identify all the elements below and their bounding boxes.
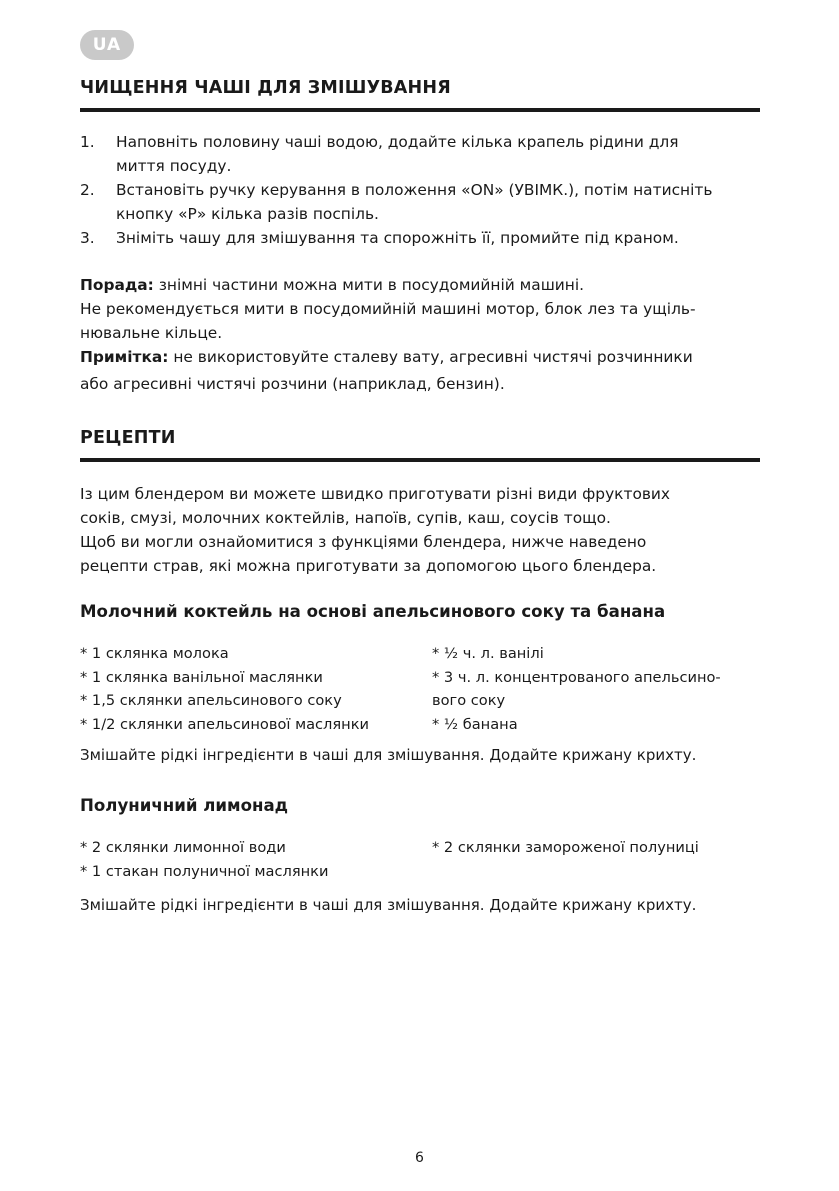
list-item: * 1 склянка ванільної маслянки bbox=[80, 668, 323, 686]
step-number: 2. bbox=[80, 181, 95, 199]
list-item: * 3 ч. л. концентрованого апельсино- bbox=[432, 668, 721, 686]
recipes-section-title: РЕЦЕПТИ bbox=[80, 428, 176, 448]
tip-label: Порада: bbox=[80, 276, 154, 294]
language-badge: UA bbox=[80, 30, 134, 60]
recipes-intro: Із цим блендером ви можете швидко приготувати різні види фруктових соків, смузі, молочних коктейлів, напоїв, супів, каш, соусів тощо. Щоб ви могли ознайомитися з функціями блендера, нижче наведено рецепти страв, які можна приготувати за допомогою цього блендера. bbox=[80, 485, 671, 575]
step-text: Наповніть половину чаші водою, додайте кілька крапель рідини для миття посуду. bbox=[116, 133, 679, 175]
recipe-instruction: Змішайте рідкі інгредієнти в чаші для змішування. Додайте крижану крихту. bbox=[80, 746, 697, 764]
recipe-title-milkshake: Молочний коктейль на основі апельсинового соку та банана bbox=[80, 602, 666, 621]
list-item: * 2 склянки замороженої полуниці bbox=[432, 839, 699, 856]
list-item: вого соку bbox=[432, 692, 506, 709]
list-item bbox=[80, 178, 760, 226]
list-item bbox=[80, 130, 760, 178]
ingredients-lemonade bbox=[80, 836, 760, 883]
list-item: * 1,5 склянки апельсинового соку bbox=[80, 692, 342, 709]
list-item: * 1 склянка молока bbox=[80, 645, 229, 662]
list-item: * 1/2 склянки апельсинової маслянки bbox=[80, 715, 370, 733]
list-item bbox=[80, 226, 760, 250]
list-item: * 2 склянки лимонної води bbox=[80, 839, 286, 856]
list-item: * ½ банана bbox=[432, 715, 518, 733]
step-number: 3. bbox=[80, 229, 95, 247]
cleaning-section-title: ЧИЩЕННЯ ЧАШІ ДЛЯ ЗМІШУВАННЯ bbox=[80, 78, 451, 98]
recipe-instruction: Змішайте рідкі інгредієнти в чаші для змішування. Додайте крижану крихту. bbox=[80, 896, 697, 914]
tip-paragraph: Порада: знімні частини можна мити в посудомийній машині. Не рекомендується мити в посудомийній машині мотор, блок лез та ущіль- нювальне кільце. Примітка: не використовуйте сталеву вату, агресивні чистячі розчинники або агресивні чистячі розчини (наприклад, бензин). bbox=[80, 276, 696, 393]
ingredients-milkshake bbox=[80, 642, 760, 736]
section-divider bbox=[80, 458, 760, 462]
list-item: * ½ ч. л. ванілі bbox=[432, 645, 544, 662]
step-text: Зніміть чашу для змішування та спорожніть її, промийте під краном. bbox=[116, 229, 679, 247]
cleaning-steps-list bbox=[80, 130, 760, 250]
section-divider bbox=[80, 108, 760, 112]
recipe-title-lemonade: Полуничний лимонад bbox=[80, 796, 289, 815]
note-label: Примітка: bbox=[80, 348, 169, 366]
list-item: * 1 стакан полуничної маслянки bbox=[80, 862, 329, 880]
step-number: 1. bbox=[80, 133, 95, 151]
page-number: 6 bbox=[415, 1150, 424, 1166]
step-text: Встановіть ручку керування в положення «ON» (УВІМК.), потім натисніть кнопку «Р» кілька разів поспіль. bbox=[116, 181, 713, 223]
